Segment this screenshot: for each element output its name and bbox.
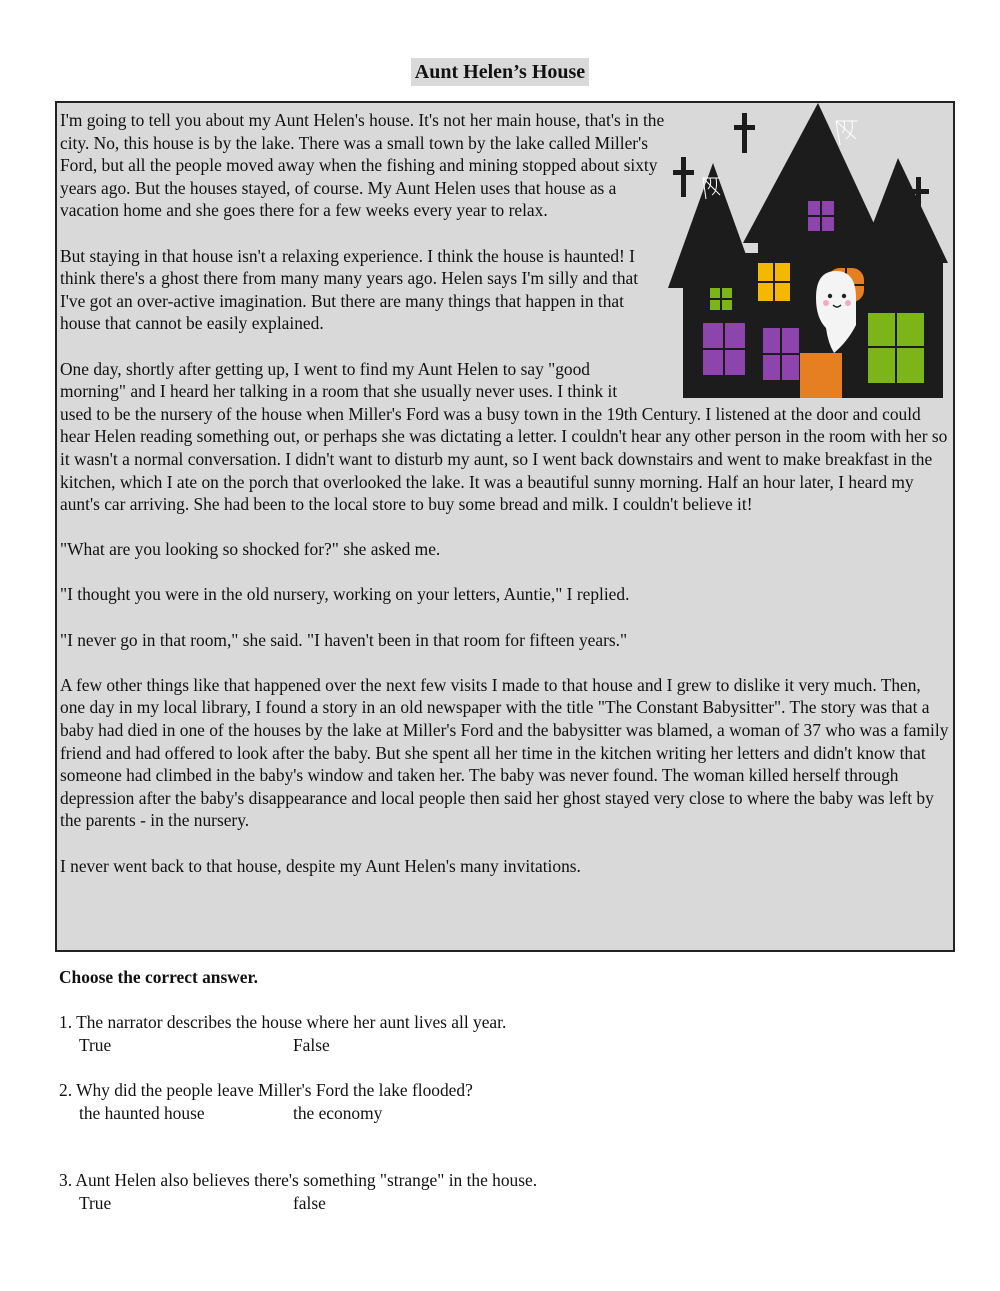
worksheet-title [0, 58, 1000, 86]
story-paragraph-5: "I thought you were in the old nursery, working on your letters, Auntie," I replied. [60, 584, 630, 605]
answer-option[interactable]: the economy [293, 1102, 383, 1123]
quiz-section [59, 966, 939, 1237]
answer-option[interactable]: the haunted house [79, 1102, 205, 1123]
story-paragraph-4: "What are you looking so shocked for?" she asked me. [60, 539, 441, 560]
answer-options [59, 1034, 939, 1057]
question-text: 2. Why did the people leave Miller's Ford the lake flooded? [59, 1079, 473, 1100]
answer-option[interactable]: false [293, 1192, 326, 1213]
quiz-instructions: Choose the correct answer. [59, 967, 258, 987]
question-2 [59, 1079, 939, 1124]
answer-options [59, 1192, 939, 1215]
question-1 [59, 1011, 939, 1056]
story-paragraph-3: One day, shortly after getting up, I went to find my Aunt Helen to say "good morning" and I heard her talking in a room that she usually never uses. I think it used to be the nursery of the house when Miller's Ford was a busy town in the 19th Century. I listened at the door and could hear Helen reading something out, or perhaps she was dictating a letter. I couldn't hear any other person in the room with her so it wasn't a normal conversation. I didn't want to disturb my aunt, so I went back downstairs and went to make breakfast in the kitchen, which I ate on the porch that overlooked the lake. It was a beautiful sunny morning. Half an hour later, I heard my aunt's car arriving. She had been to the local store to buy some bread and milk. I couldn't believe it! [60, 358, 948, 515]
question-3 [59, 1169, 939, 1214]
haunted-house-icon [658, 103, 958, 398]
story-paragraph-6: "I never go in that room," she said. "I haven't been in that room for fifteen years." [60, 629, 628, 650]
story-box [55, 101, 955, 952]
answer-option[interactable]: True [79, 1192, 112, 1213]
answer-option[interactable]: False [293, 1034, 330, 1055]
story-paragraph-8: I never went back to that house, despite my Aunt Helen's many invitations. [60, 855, 581, 876]
story-paragraph-2: But staying in that house isn't a relaxing experience. I think the house is haunted! I think there's a ghost there from many many years ago. Helen says I'm silly and that I've got an over-active imagination. But there are many things that happen in that house that cannot be easily explained. [60, 245, 639, 334]
answer-option[interactable]: True [79, 1034, 112, 1055]
haunted-house-illustration [658, 103, 958, 398]
question-text: 3. Aunt Helen also believes there's something "strange" in the house. [59, 1170, 538, 1191]
question-text: 1. The narrator describes the house where her aunt lives all year. [59, 1012, 507, 1033]
story-text [60, 109, 950, 900]
title-text: Aunt Helen’s House [411, 58, 589, 86]
story-paragraph-1: I'm going to tell you about my Aunt Helen's house. It's not her main house, that's in the city. No, this house is by the lake. There was a small town by the lake called Miller's Ford, but all the people moved away when the fishing and mining stopped about sixty years ago. But the houses stayed, of course. My Aunt Helen uses that house as a vacation home and she goes there for a few weeks every year to relax. [60, 110, 665, 221]
story-paragraph-7: A few other things like that happened over the next few visits I made to that house and I grew to dislike it very much. Then, one day in my local library, I found a story in an old newspaper with the title "The Constant Babysitter". The story was that a baby had died in one of the houses by the lake at Miller's Ford and the babysitter was blamed, a woman of 37 who was a family friend and had offered to look after the baby. But she spent all her time in the kitchen writing her letters and didn't know that someone had climbed in the baby's window and taken her. The baby was never found. The woman killed herself through depression after the baby's disappearance and local people then said her ghost stayed very close to where the baby was left by the parents - in the nursery. [60, 674, 949, 831]
spacer [59, 1147, 939, 1170]
answer-options [59, 1102, 939, 1125]
